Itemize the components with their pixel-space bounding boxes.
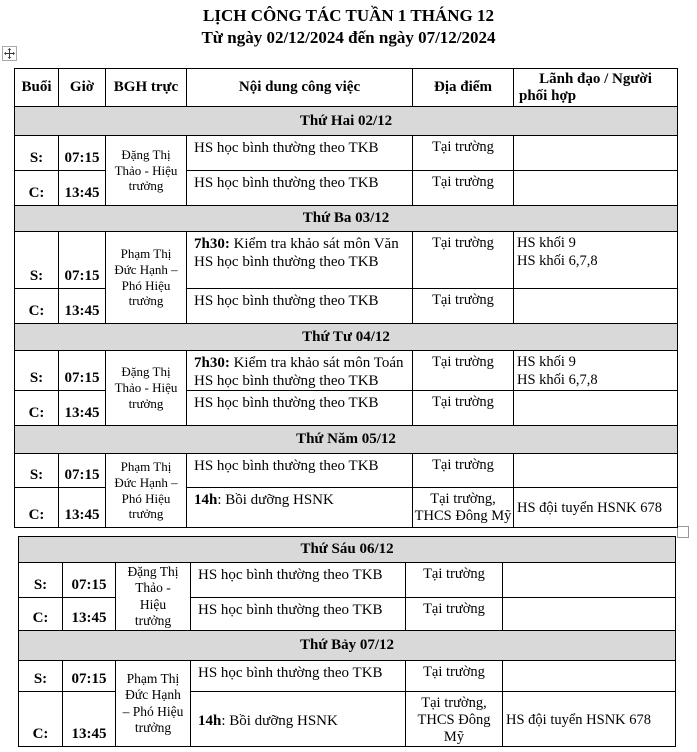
leaders-cell: [503, 598, 676, 631]
col-header-session: Buổi: [15, 69, 59, 107]
bgh-cell: Đặng Thị Thảo - Hiệu trưởng: [106, 351, 187, 426]
time-cell: 13:45: [59, 391, 106, 426]
location-cell: Tại trường: [413, 454, 514, 488]
col-header-location: Địa điểm: [413, 69, 514, 107]
leaders-cell: [514, 136, 678, 171]
session-cell: S:: [15, 454, 59, 488]
location-cell: Tại trường, THCS Đông Mỹ: [406, 692, 503, 747]
leaders-cell: [514, 171, 678, 206]
content-cell: 7h30: Kiểm tra khảo sát môn Toán HS học bình thường theo TKB: [187, 351, 413, 391]
session-cell: S:: [15, 232, 59, 289]
bgh-cell: Đặng Thị Thảo - Hiệu trưởng: [116, 563, 191, 631]
session-cell: S:: [15, 136, 59, 171]
content-cell: HS học bình thường theo TKB: [187, 171, 413, 206]
time-cell: 07:15: [59, 454, 106, 488]
col-header-time: Giờ: [59, 69, 106, 107]
content-cell: HS học bình thường theo TKB: [187, 289, 413, 324]
bgh-cell: Đặng Thị Thảo - Hiệu trưởng: [106, 136, 187, 206]
schedule-row: [19, 563, 676, 598]
day-header-monday: Thứ Hai 02/12: [15, 107, 678, 136]
session-cell: C:: [15, 289, 59, 324]
content-cell: HS học bình thường theo TKB: [187, 136, 413, 171]
schedule-row: [19, 661, 676, 692]
col-header-leaders-line2: phối hợp: [519, 87, 577, 104]
session-cell: C:: [15, 391, 59, 426]
time-cell: 07:15: [59, 232, 106, 289]
time-cell: 13:45: [59, 488, 106, 528]
leaders-cell: [503, 563, 676, 598]
time-cell: 13:45: [59, 289, 106, 324]
col-header-content: Nội dung công việc: [187, 69, 413, 107]
table-resize-handle[interactable]: [677, 526, 689, 538]
session-cell: C:: [15, 488, 59, 528]
content-cell: HS học bình thường theo TKB: [191, 661, 406, 692]
day-header-thursday: Thứ Năm 05/12: [15, 426, 678, 454]
location-cell: Tại trường: [413, 232, 514, 289]
location-cell: Tại trường: [413, 289, 514, 324]
time-cell: 13:45: [63, 692, 116, 747]
session-cell: C:: [19, 598, 63, 631]
document-title: [0, 0, 697, 49]
day-band-row: [19, 631, 676, 661]
location-cell: Tại trường: [413, 351, 514, 391]
col-header-leaders-line1: Lãnh đạo / Người: [539, 70, 652, 87]
bgh-cell: Phạm Thị Đức Hạnh – Phó Hiệu trưởng: [106, 454, 187, 528]
title-line-2: Từ ngày 02/12/2024 đến ngày 07/12/2024: [201, 27, 496, 47]
time-cell: 07:15: [63, 661, 116, 692]
schedule-table-1: [14, 68, 678, 528]
content-cell: 14h: Bồi dưỡng HSNK: [187, 488, 413, 528]
session-cell: C:: [19, 692, 63, 747]
schedule-row: [15, 454, 678, 488]
location-cell: Tại trường, THCS Đông Mỹ: [413, 488, 514, 528]
content-cell: HS học bình thường theo TKB: [187, 454, 413, 488]
day-band-row: [15, 324, 678, 351]
bgh-cell: Phạm Thị Đức Hạnh – Phó Hiệu trưởng: [106, 232, 187, 324]
leaders-cell: [503, 661, 676, 692]
time-cell: 07:15: [59, 351, 106, 391]
content-cell: 14h: Bồi dưỡng HSNK: [191, 692, 406, 747]
schedule-row: [15, 232, 678, 289]
session-cell: S:: [15, 351, 59, 391]
day-band-row: [19, 537, 676, 563]
day-band-row: [15, 107, 678, 136]
move-cross-icon: [4, 48, 15, 59]
time-cell: 13:45: [63, 598, 116, 631]
leaders-cell: HS khối 9 HS khối 6,7,8: [514, 351, 678, 391]
time-cell: 07:15: [59, 136, 106, 171]
location-cell: Tại trường: [406, 598, 503, 631]
leaders-cell: HS khối 9 HS khối 6,7,8: [514, 232, 678, 289]
leaders-cell: [514, 289, 678, 324]
location-cell: Tại trường: [406, 661, 503, 692]
leaders-cell: [514, 454, 678, 488]
location-cell: Tại trường: [413, 171, 514, 206]
schedule-row: [15, 136, 678, 171]
leaders-cell: HS đội tuyển HSNK 678: [514, 488, 678, 528]
col-header-leaders: [514, 69, 678, 107]
leaders-cell: HS đội tuyển HSNK 678: [503, 692, 676, 747]
content-cell: HS học bình thường theo TKB: [187, 391, 413, 426]
location-cell: Tại trường: [406, 563, 503, 598]
schedule-row: [15, 351, 678, 391]
day-header-wednesday: Thứ Tư 04/12: [15, 324, 678, 351]
title-line-1: LỊCH CÔNG TÁC TUẦN 1 THÁNG 12: [203, 6, 494, 25]
content-cell: HS học bình thường theo TKB: [191, 598, 406, 631]
bgh-cell: Phạm Thị Đức Hạnh – Phó Hiệu trưởng: [116, 661, 191, 747]
col-header-bgh: BGH trực: [106, 69, 187, 107]
content-cell: 7h30: Kiểm tra khảo sát môn Văn HS học bình thường theo TKB: [187, 232, 413, 289]
leaders-cell: [514, 391, 678, 426]
day-header-tuesday: Thứ Ba 03/12: [15, 206, 678, 232]
day-band-row: [15, 426, 678, 454]
day-band-row: [15, 206, 678, 232]
session-cell: C:: [15, 171, 59, 206]
schedule-table-2: [18, 536, 676, 747]
session-cell: S:: [19, 661, 63, 692]
session-cell: S:: [19, 563, 63, 598]
day-header-friday: Thứ Sáu 06/12: [19, 537, 676, 563]
time-cell: 07:15: [63, 563, 116, 598]
day-header-saturday: Thứ Bảy 07/12: [19, 631, 676, 661]
time-cell: 13:45: [59, 171, 106, 206]
content-cell: HS học bình thường theo TKB: [191, 563, 406, 598]
table-move-handle[interactable]: [2, 46, 17, 61]
location-cell: Tại trường: [413, 391, 514, 426]
location-cell: Tại trường: [413, 136, 514, 171]
header-row: [15, 69, 678, 107]
